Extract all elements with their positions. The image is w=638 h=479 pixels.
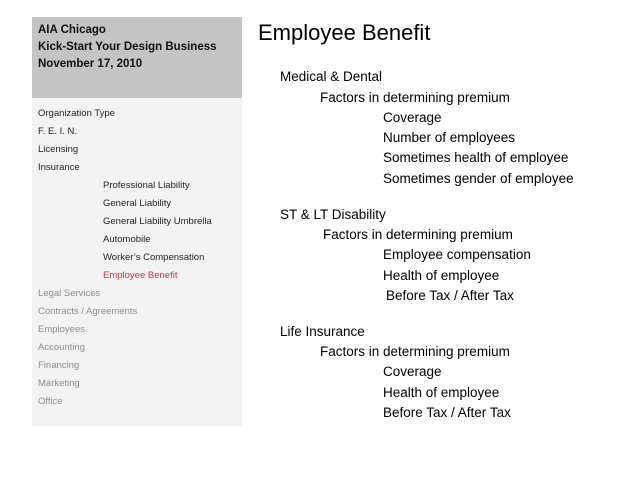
nav-item-office[interactable]: Office xyxy=(38,396,63,407)
nav-item-accounting[interactable]: Accounting xyxy=(38,342,86,353)
nav-item-general-liability[interactable]: General Liability xyxy=(103,198,172,209)
nav-item-employees[interactable]: Employees xyxy=(38,324,85,335)
nav-item-fein[interactable]: F. E. I. N. xyxy=(38,126,78,137)
point-item: Health of employee xyxy=(383,385,500,400)
nav-item-professional-liability[interactable]: Professional Liability xyxy=(103,180,190,191)
nav-item-marketing[interactable]: Marketing xyxy=(38,378,80,389)
nav-item-organization-type[interactable]: Organization Type xyxy=(38,108,115,119)
section-heading-life-insurance: Life Insurance xyxy=(280,324,365,339)
nav-item-workers-compensation[interactable]: Worker’s Compensation xyxy=(103,252,205,263)
point-item: Health of employee xyxy=(383,268,500,283)
sidebar xyxy=(32,17,242,426)
nav-item-general-liability-umbrella[interactable]: General Liability Umbrella xyxy=(103,216,212,227)
section-subheading: Factors in determining premium xyxy=(320,344,510,359)
point-item: Number of employees xyxy=(383,130,516,145)
nav-item-employee-benefit[interactable]: Employee Benefit xyxy=(103,270,178,281)
event-subtitle: Kick-Start Your Design Business xyxy=(38,41,217,53)
point-item: Before Tax / After Tax xyxy=(386,288,514,303)
section-heading-disability: ST & LT Disability xyxy=(280,207,386,222)
point-item: Sometimes gender of employee xyxy=(383,171,574,186)
nav-item-contracts-agreements[interactable]: Contracts / Agreements xyxy=(38,306,138,317)
point-item: Before Tax / After Tax xyxy=(383,405,511,420)
point-item: Coverage xyxy=(383,364,442,379)
nav-item-financing[interactable]: Financing xyxy=(38,360,80,371)
nav-item-insurance[interactable]: Insurance xyxy=(38,162,80,173)
section-subheading: Factors in determining premium xyxy=(320,90,510,105)
sidebar-header xyxy=(32,17,242,98)
slide-title: Employee Benefit xyxy=(258,20,431,45)
nav-item-legal-services[interactable]: Legal Services xyxy=(38,288,101,299)
point-item: Coverage xyxy=(383,110,442,125)
point-item: Employee compensation xyxy=(383,247,531,262)
point-item: Sometimes health of employee xyxy=(383,150,569,165)
event-name: AIA Chicago xyxy=(38,24,106,36)
event-date: November 17, 2010 xyxy=(38,58,143,70)
sidebar-nav xyxy=(32,98,242,411)
nav-item-automobile[interactable]: Automobile xyxy=(103,234,151,245)
section-subheading: Factors in determining premium xyxy=(323,227,513,242)
nav-item-licensing[interactable]: Licensing xyxy=(38,144,79,155)
section-heading-medical-dental: Medical & Dental xyxy=(280,69,383,84)
